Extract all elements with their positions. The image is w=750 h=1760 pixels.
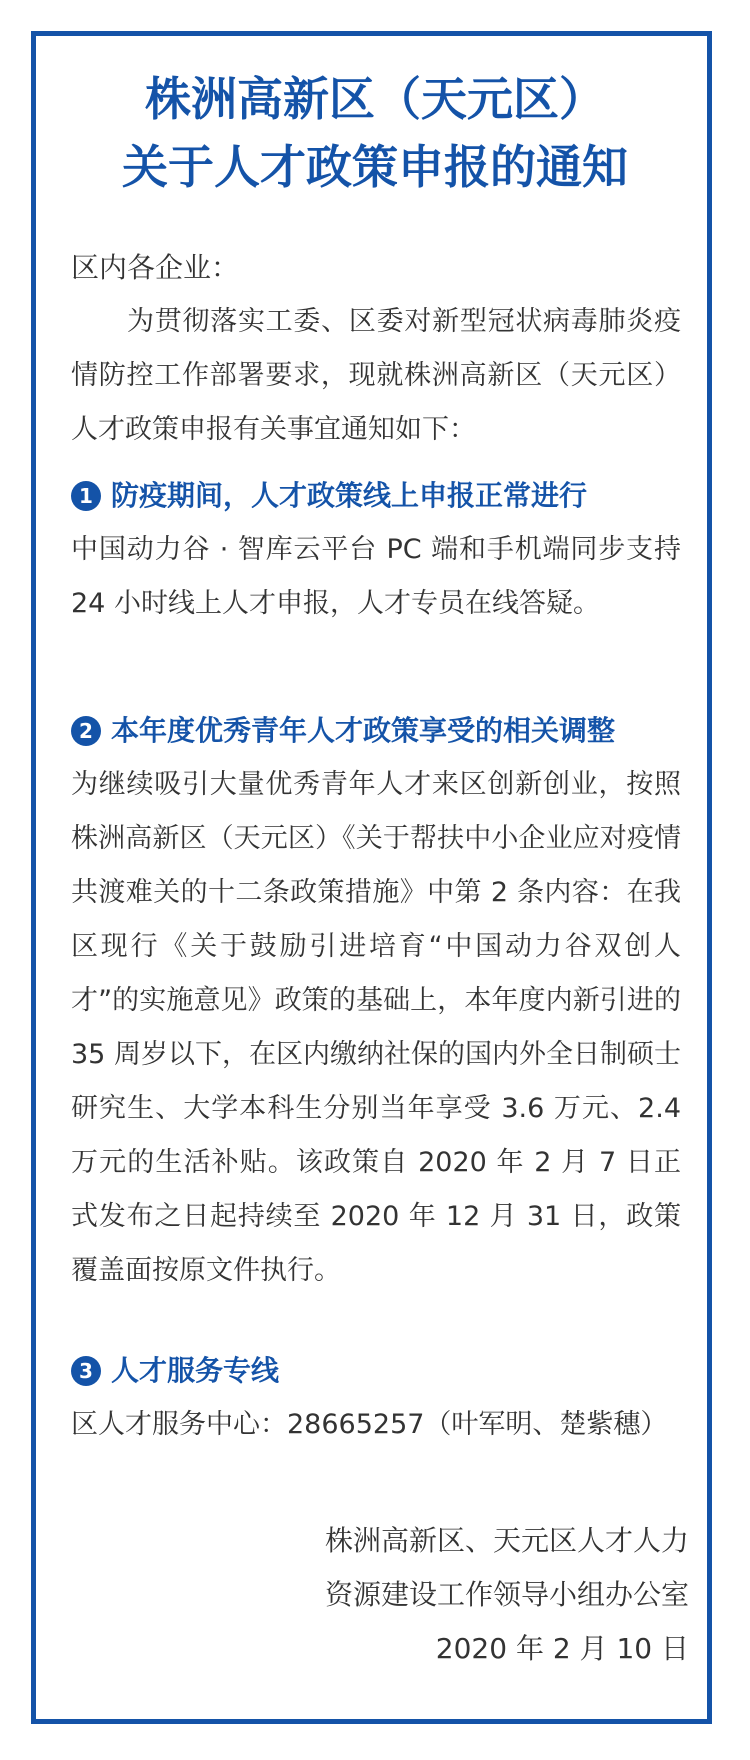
intro-paragraph: 为贯彻落实工委、区委对新型冠状病毒肺炎疫情防控工作部署要求，现就株洲高新区（天元区）人才政策申报有关事宜通知如下：: [71, 306, 681, 445]
section-1-body: 中国动力谷 · 智库云平台 PC 端和手机端同步支持 24 小时线上人才申报，人才专员在线答疑。: [71, 534, 681, 619]
section-1-heading: [71, 469, 691, 523]
section-2-body: 为继续吸引大量优秀青年人才来区创新创业，按照株洲高新区（天元区）《关于帮扶中小企业应对疫情共渡难关的十二条政策措施》中第 2 条内容：在我区现行《关于鼓励引进培育“中国动力谷双创人才”的实施意见》政策的基础上，本年度内新引进的 35 周岁以下，在区内缴纳社保的国内外全日制硕士研究生、大学本科生分别当年享受 3.6 万元、2.4 万元的生活补贴。该政策自 2020 年 2 月 7 日正式发布之日起持续至 2020 年 12 月 31 日，政策覆盖面按原文件执行。: [71, 769, 681, 1286]
signature-line-2: 资源建设工作领导小组办公室: [324, 1578, 689, 1611]
notice-title-line-1: 株洲高新区（天元区）: [145, 72, 605, 126]
number-two-badge-icon: 2: [71, 716, 101, 746]
section-3-body: 区人才服务中心：28665257（叶军明、楚紫穗）: [71, 1409, 668, 1440]
signature-date: 2020 年 2 月 10 日: [435, 1632, 689, 1665]
number-one-badge-icon: 1: [71, 481, 101, 511]
salutation: 区内各企业：: [71, 251, 240, 284]
notice-title-line-2: 关于人才政策申报的通知: [122, 140, 628, 194]
section-3-heading: [71, 1344, 691, 1398]
section-2-heading: [71, 704, 691, 758]
number-three-badge-icon: 3: [71, 1356, 101, 1386]
section-2-heading-text: 本年度优秀青年人才政策享受的相关调整: [111, 714, 616, 747]
section-1-heading-text: 防疫期间，人才政策线上申报正常进行: [111, 479, 588, 512]
section-3-heading-text: 人才服务专线: [111, 1354, 280, 1387]
signature-line-1: 株洲高新区、天元区人才人力: [324, 1524, 689, 1557]
